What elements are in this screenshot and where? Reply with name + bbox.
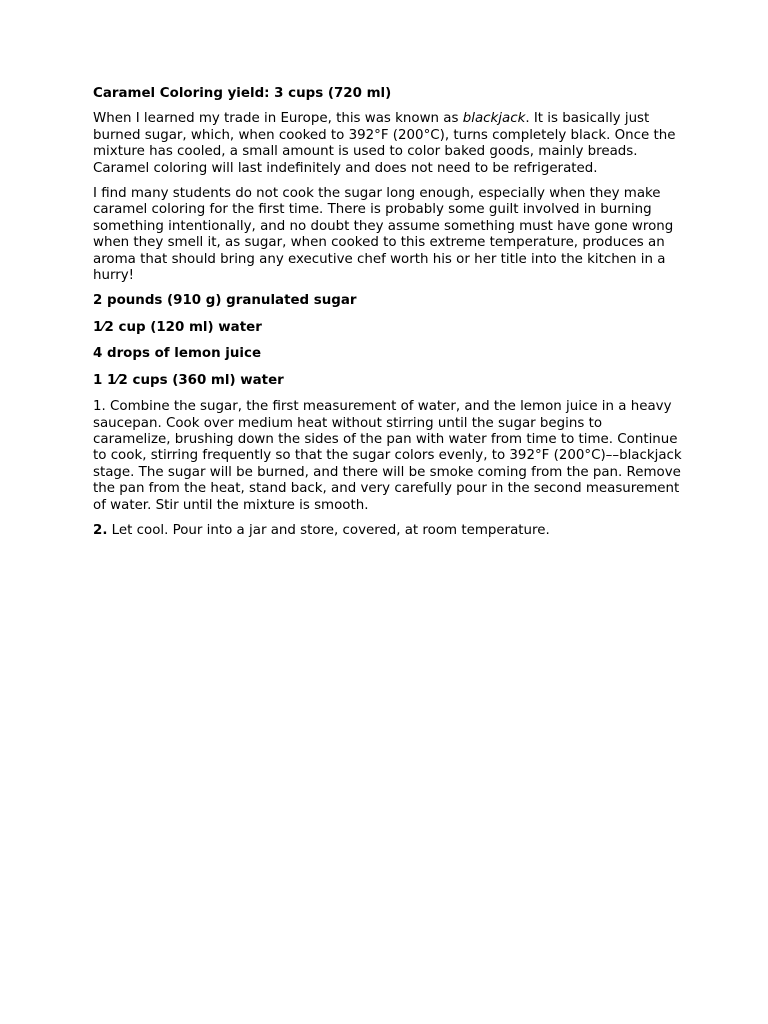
recipe-title: Caramel Coloring yield: 3 cups (720 ml) (93, 86, 392, 101)
step-1-number: 1. (93, 399, 106, 415)
step-1 (93, 399, 683, 514)
ingredient-item: 2 pounds (910 g) granulated sugar (93, 293, 357, 309)
intro-italic-term: blackjack (462, 111, 526, 127)
note-paragraph: I find many students do not cook the sugar long enough, especially when they make caramel coloring for the first time. There is probably some guilt involved in burning something intentionally, and no doubt they assume something must have gone wrong when they smell it, as sugar, when cooked to this extreme temperature, produces an aroma that should bring any executive chef worth his or her title into the kitchen in a hurry! (93, 186, 674, 284)
ingredient-item: 4 drops of lemon juice (93, 346, 262, 362)
intro-text-start: When I learned my trade in Europe, this was known as (93, 111, 463, 127)
step-1-text: Combine the sugar, the first measurement of water, and the lemon juice in a heavy saucepan. Cook over medium heat without stirring until the sugar begins to caramelize, brushing down the sides of the pan with water from time to time. Continue to cook, stirring frequently so that the sugar colors evenly, to 392°F (200°C)––blackjack stage. The sugar will be burned, and there will be smoke coming from the pan. Remove the pan from the heat, stand back, and very carefully pour in the second measurement of water. Stir until the mixture is smooth. (93, 399, 682, 513)
document-page (93, 86, 683, 548)
ingredient-item: 1⁄2 cup (120 ml) water (93, 319, 262, 335)
step-2-text: Let cool. Pour into a jar and store, covered, at room temperature. (107, 522, 550, 538)
step-2-number: 2. (93, 522, 108, 538)
intro-paragraph (93, 111, 683, 177)
ingredient-item: 1 1⁄2 cups (360 ml) water (93, 372, 284, 388)
step-2 (93, 523, 683, 539)
intro-text-end: . It is basically just burned sugar, which, when cooked to 392°F (200°C), turns completely black. Once the mixture has cooled, a small amount is used to color baked goods, mainly breads. Caramel coloring will last indefinitely and does not need to be refrigerated. (93, 111, 676, 176)
